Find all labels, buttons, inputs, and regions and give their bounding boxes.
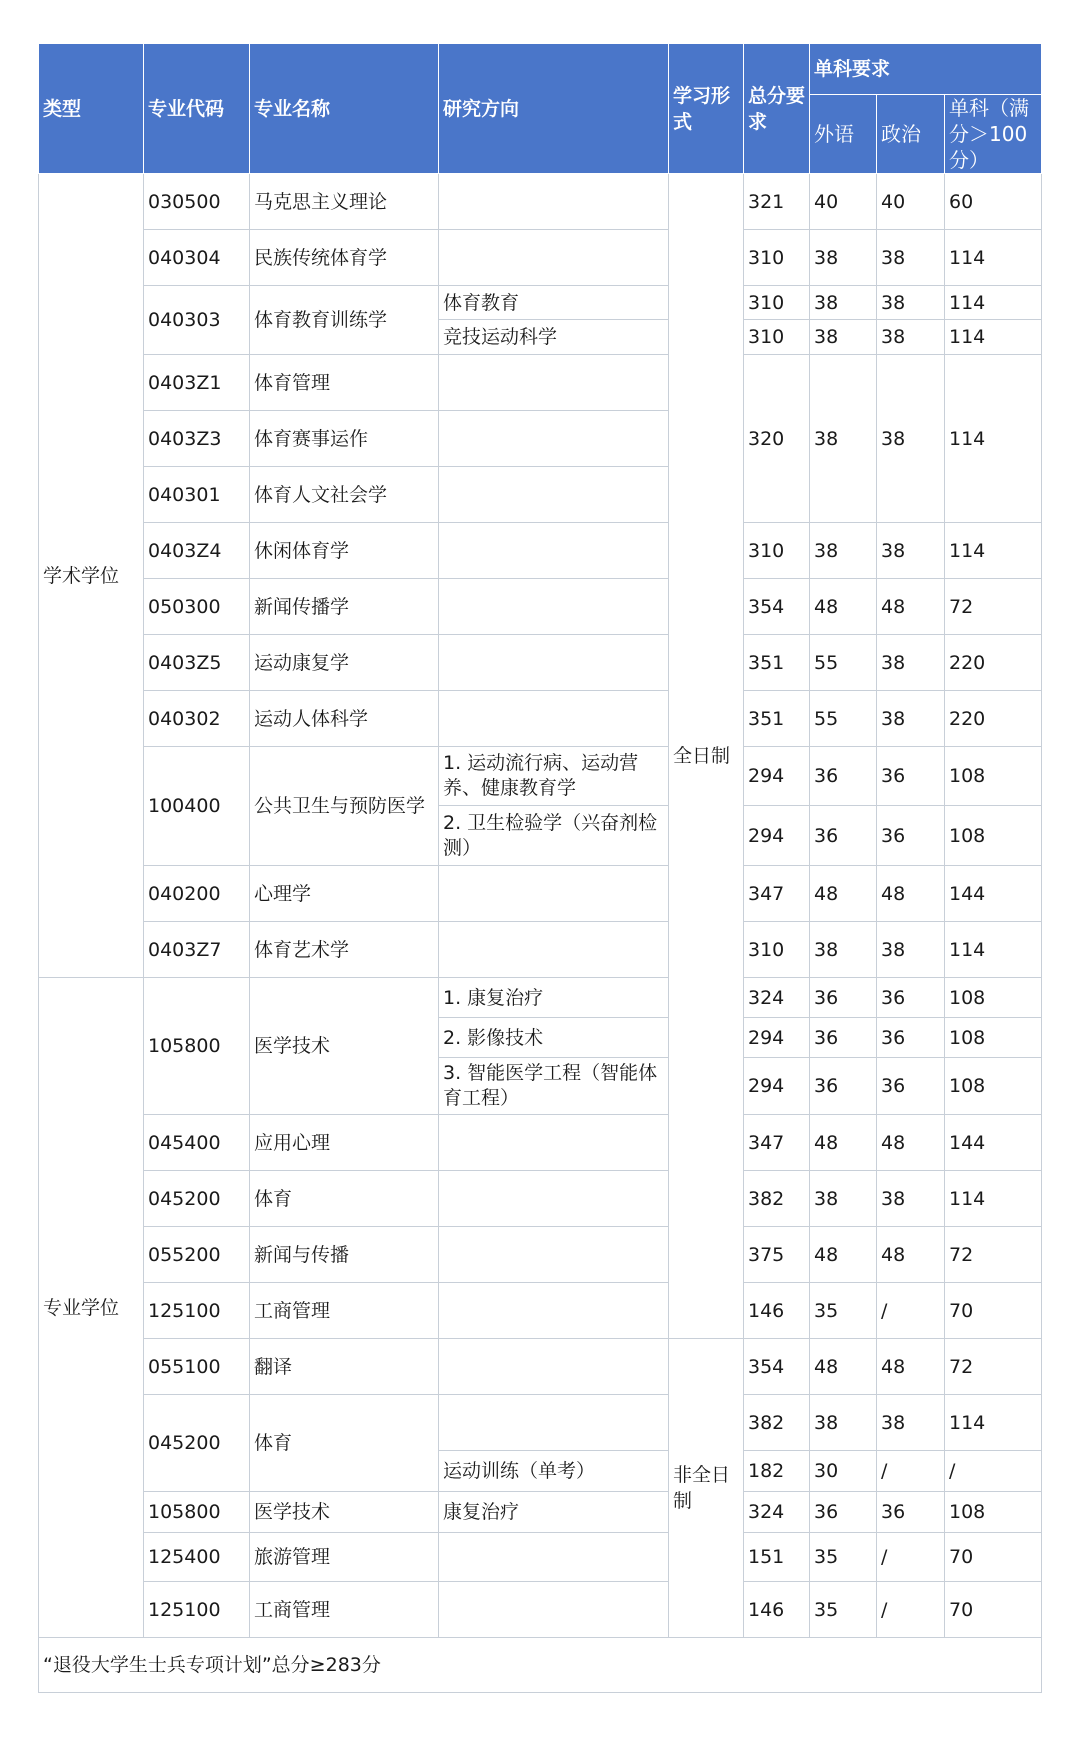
form-fulltime: 全日制 (669, 174, 744, 1339)
header-row (39, 44, 1042, 95)
col-header-form: 学习形式 (669, 44, 744, 174)
cell-politics: 36 (877, 806, 945, 866)
table-row (39, 747, 1042, 806)
group-professional: 专业学位 (39, 978, 144, 1638)
cell-total: 382 (744, 1171, 810, 1227)
cell-direction: 1. 运动流行病、运动营养、健康教育学 (439, 747, 669, 806)
cell-total: 351 (744, 691, 810, 747)
col-header-code: 专业代码 (144, 44, 250, 174)
cell-single: 114 (945, 922, 1042, 978)
cell-direction (439, 1227, 669, 1283)
cell-total: 146 (744, 1283, 810, 1339)
col-header-direction: 研究方向 (439, 44, 669, 174)
table-row (39, 523, 1042, 579)
col-header-foreign: 外语 (810, 95, 877, 174)
cell-total: 310 (744, 320, 810, 355)
cell-total: 324 (744, 1492, 810, 1533)
cell-single: / (945, 1451, 1042, 1492)
cell-politics: 38 (877, 230, 945, 286)
cell-direction (439, 230, 669, 286)
cell-politics: 36 (877, 747, 945, 806)
cell-total: 354 (744, 1339, 810, 1395)
cell-politics: 40 (877, 174, 945, 230)
cell-single: 60 (945, 174, 1042, 230)
cell-total: 310 (744, 523, 810, 579)
cell-direction: 2. 影像技术 (439, 1018, 669, 1058)
cell-code: 0403Z3 (144, 411, 250, 467)
cell-foreign: 38 (810, 286, 877, 320)
cell-politics: 36 (877, 1058, 945, 1115)
cell-single: 144 (945, 866, 1042, 922)
cell-politics: 48 (877, 1339, 945, 1395)
cell-politics: 48 (877, 866, 945, 922)
cell-single: 114 (945, 355, 1042, 523)
cell-name: 新闻与传播 (250, 1227, 439, 1283)
cell-total: 321 (744, 174, 810, 230)
col-header-name: 专业名称 (250, 44, 439, 174)
cell-total: 320 (744, 355, 810, 523)
cell-foreign: 40 (810, 174, 877, 230)
cell-name: 马克思主义理论 (250, 174, 439, 230)
cell-total: 354 (744, 579, 810, 635)
cell-total: 347 (744, 1115, 810, 1171)
cell-single: 108 (945, 747, 1042, 806)
cell-code: 055200 (144, 1227, 250, 1283)
cell-single: 220 (945, 635, 1042, 691)
table-row (39, 1115, 1042, 1171)
cell-code: 040303 (144, 286, 250, 355)
cell-direction (439, 579, 669, 635)
cell-direction (439, 1171, 669, 1227)
cell-single: 114 (945, 286, 1042, 320)
cell-name: 应用心理 (250, 1115, 439, 1171)
table-row (39, 174, 1042, 230)
cell-code: 125100 (144, 1582, 250, 1638)
cell-single: 108 (945, 978, 1042, 1018)
table-row (39, 1395, 1042, 1451)
cell-single: 114 (945, 1171, 1042, 1227)
form-parttime: 非全日制 (669, 1339, 744, 1638)
cell-single: 114 (945, 320, 1042, 355)
cell-direction (439, 1582, 669, 1638)
table-row (39, 579, 1042, 635)
cell-code: 045200 (144, 1171, 250, 1227)
cell-foreign: 48 (810, 1339, 877, 1395)
cell-name: 休闲体育学 (250, 523, 439, 579)
cell-direction (439, 411, 669, 467)
cell-foreign: 38 (810, 355, 877, 523)
cell-name: 体育赛事运作 (250, 411, 439, 467)
col-header-total: 总分要求 (744, 44, 810, 174)
group-academic: 学术学位 (39, 174, 144, 978)
cell-politics: 48 (877, 579, 945, 635)
cell-foreign: 35 (810, 1533, 877, 1582)
footnote: “退役大学生士兵专项计划”总分≥283分 (39, 1638, 1042, 1693)
cell-direction: 竞技运动科学 (439, 320, 669, 355)
cell-politics: / (877, 1451, 945, 1492)
cell-direction: 康复治疗 (439, 1492, 669, 1533)
cell-name: 旅游管理 (250, 1533, 439, 1582)
table-row (39, 1492, 1042, 1533)
cell-direction: 运动训练（单考） (439, 1451, 669, 1492)
cell-code: 030500 (144, 174, 250, 230)
cell-foreign: 36 (810, 978, 877, 1018)
cell-politics: 38 (877, 691, 945, 747)
cell-direction: 2. 卫生检验学（兴奋剂检测） (439, 806, 669, 866)
cell-direction: 体育教育 (439, 286, 669, 320)
cell-code: 040301 (144, 467, 250, 523)
cell-foreign: 55 (810, 635, 877, 691)
cell-total: 347 (744, 866, 810, 922)
cell-direction (439, 922, 669, 978)
cell-total: 294 (744, 806, 810, 866)
cell-single: 114 (945, 523, 1042, 579)
table-row (39, 355, 1042, 411)
cell-single: 72 (945, 579, 1042, 635)
cell-total: 182 (744, 1451, 810, 1492)
cell-name: 体育人文社会学 (250, 467, 439, 523)
cell-politics: / (877, 1582, 945, 1638)
cell-total: 351 (744, 635, 810, 691)
cell-code: 125100 (144, 1283, 250, 1339)
cell-foreign: 36 (810, 1492, 877, 1533)
cell-politics: 38 (877, 523, 945, 579)
cell-direction (439, 1283, 669, 1339)
table-row (39, 1339, 1042, 1395)
cell-foreign: 38 (810, 922, 877, 978)
cell-code: 045200 (144, 1395, 250, 1492)
cell-single: 144 (945, 1115, 1042, 1171)
col-header-single-full: 单科（满分＞100分） (945, 95, 1042, 174)
cell-politics: / (877, 1533, 945, 1582)
cell-code: 125400 (144, 1533, 250, 1582)
cell-politics: 36 (877, 1018, 945, 1058)
cell-politics: 36 (877, 1492, 945, 1533)
cell-foreign: 38 (810, 230, 877, 286)
cell-name: 体育艺术学 (250, 922, 439, 978)
cell-foreign: 35 (810, 1283, 877, 1339)
cell-name: 民族传统体育学 (250, 230, 439, 286)
col-header-politics: 政治 (877, 95, 945, 174)
cell-total: 294 (744, 1058, 810, 1115)
cell-foreign: 36 (810, 806, 877, 866)
cell-politics: 38 (877, 635, 945, 691)
cell-direction: 1. 康复治疗 (439, 978, 669, 1018)
cell-code: 0403Z5 (144, 635, 250, 691)
note-row (39, 1638, 1042, 1693)
cell-code: 105800 (144, 1492, 250, 1533)
admission-score-table (38, 43, 1042, 1693)
cell-single: 72 (945, 1227, 1042, 1283)
cell-single: 220 (945, 691, 1042, 747)
cell-total: 294 (744, 1018, 810, 1058)
cell-politics: 38 (877, 286, 945, 320)
table-row (39, 922, 1042, 978)
cell-name: 新闻传播学 (250, 579, 439, 635)
cell-name: 运动人体科学 (250, 691, 439, 747)
cell-foreign: 38 (810, 1171, 877, 1227)
cell-total: 375 (744, 1227, 810, 1283)
cell-total: 324 (744, 978, 810, 1018)
table-row (39, 978, 1042, 1018)
cell-single: 108 (945, 806, 1042, 866)
cell-total: 151 (744, 1533, 810, 1582)
cell-foreign: 48 (810, 579, 877, 635)
cell-single: 108 (945, 1058, 1042, 1115)
cell-foreign: 55 (810, 691, 877, 747)
cell-name: 体育 (250, 1171, 439, 1227)
cell-foreign: 38 (810, 1395, 877, 1451)
cell-foreign: 38 (810, 320, 877, 355)
cell-foreign: 30 (810, 1451, 877, 1492)
table-row (39, 635, 1042, 691)
cell-name: 工商管理 (250, 1582, 439, 1638)
cell-total: 310 (744, 286, 810, 320)
cell-politics: 38 (877, 320, 945, 355)
cell-direction (439, 174, 669, 230)
cell-total: 146 (744, 1582, 810, 1638)
cell-direction (439, 691, 669, 747)
cell-total: 310 (744, 230, 810, 286)
cell-single: 70 (945, 1582, 1042, 1638)
cell-politics: 38 (877, 1171, 945, 1227)
cell-single: 72 (945, 1339, 1042, 1395)
cell-direction (439, 355, 669, 411)
cell-direction: 3. 智能医学工程（智能体育工程） (439, 1058, 669, 1115)
cell-politics: 36 (877, 978, 945, 1018)
cell-name: 翻译 (250, 1339, 439, 1395)
cell-name: 体育教育训练学 (250, 286, 439, 355)
cell-code: 0403Z7 (144, 922, 250, 978)
cell-code: 0403Z1 (144, 355, 250, 411)
table-row (39, 1582, 1042, 1638)
cell-single: 70 (945, 1283, 1042, 1339)
cell-politics: / (877, 1283, 945, 1339)
cell-total: 294 (744, 747, 810, 806)
cell-single: 70 (945, 1533, 1042, 1582)
cell-foreign: 36 (810, 1058, 877, 1115)
cell-direction (439, 1395, 669, 1451)
cell-code: 100400 (144, 747, 250, 866)
cell-foreign: 36 (810, 1018, 877, 1058)
col-header-type: 类型 (39, 44, 144, 174)
cell-name: 公共卫生与预防医学 (250, 747, 439, 866)
cell-code: 105800 (144, 978, 250, 1115)
cell-name: 医学技术 (250, 1492, 439, 1533)
cell-name: 体育管理 (250, 355, 439, 411)
table-row (39, 1171, 1042, 1227)
cell-total: 382 (744, 1395, 810, 1451)
cell-code: 045400 (144, 1115, 250, 1171)
cell-foreign: 36 (810, 747, 877, 806)
cell-name: 运动康复学 (250, 635, 439, 691)
table-row (39, 286, 1042, 320)
cell-single: 108 (945, 1018, 1042, 1058)
cell-foreign: 48 (810, 1227, 877, 1283)
cell-politics: 48 (877, 1227, 945, 1283)
cell-politics: 38 (877, 355, 945, 523)
cell-name: 心理学 (250, 866, 439, 922)
cell-foreign: 35 (810, 1582, 877, 1638)
table-row (39, 1283, 1042, 1339)
cell-direction (439, 866, 669, 922)
cell-code: 040304 (144, 230, 250, 286)
cell-code: 055100 (144, 1339, 250, 1395)
cell-direction (439, 635, 669, 691)
cell-name: 医学技术 (250, 978, 439, 1115)
cell-foreign: 38 (810, 523, 877, 579)
cell-politics: 38 (877, 1395, 945, 1451)
table-row (39, 1533, 1042, 1582)
cell-direction (439, 523, 669, 579)
cell-direction (439, 1339, 669, 1395)
cell-single: 114 (945, 230, 1042, 286)
cell-code: 040302 (144, 691, 250, 747)
cell-direction (439, 467, 669, 523)
table-row (39, 866, 1042, 922)
cell-politics: 38 (877, 922, 945, 978)
cell-single: 114 (945, 1395, 1042, 1451)
cell-code: 0403Z4 (144, 523, 250, 579)
table-row (39, 1227, 1042, 1283)
table-row (39, 230, 1042, 286)
cell-direction (439, 1533, 669, 1582)
cell-foreign: 48 (810, 866, 877, 922)
col-header-single: 单科要求 (810, 44, 1042, 95)
cell-name: 工商管理 (250, 1283, 439, 1339)
cell-direction (439, 1115, 669, 1171)
cell-single: 108 (945, 1492, 1042, 1533)
cell-code: 040200 (144, 866, 250, 922)
cell-name: 体育 (250, 1395, 439, 1492)
cell-code: 050300 (144, 579, 250, 635)
table-row (39, 691, 1042, 747)
cell-total: 310 (744, 922, 810, 978)
cell-politics: 48 (877, 1115, 945, 1171)
cell-foreign: 48 (810, 1115, 877, 1171)
